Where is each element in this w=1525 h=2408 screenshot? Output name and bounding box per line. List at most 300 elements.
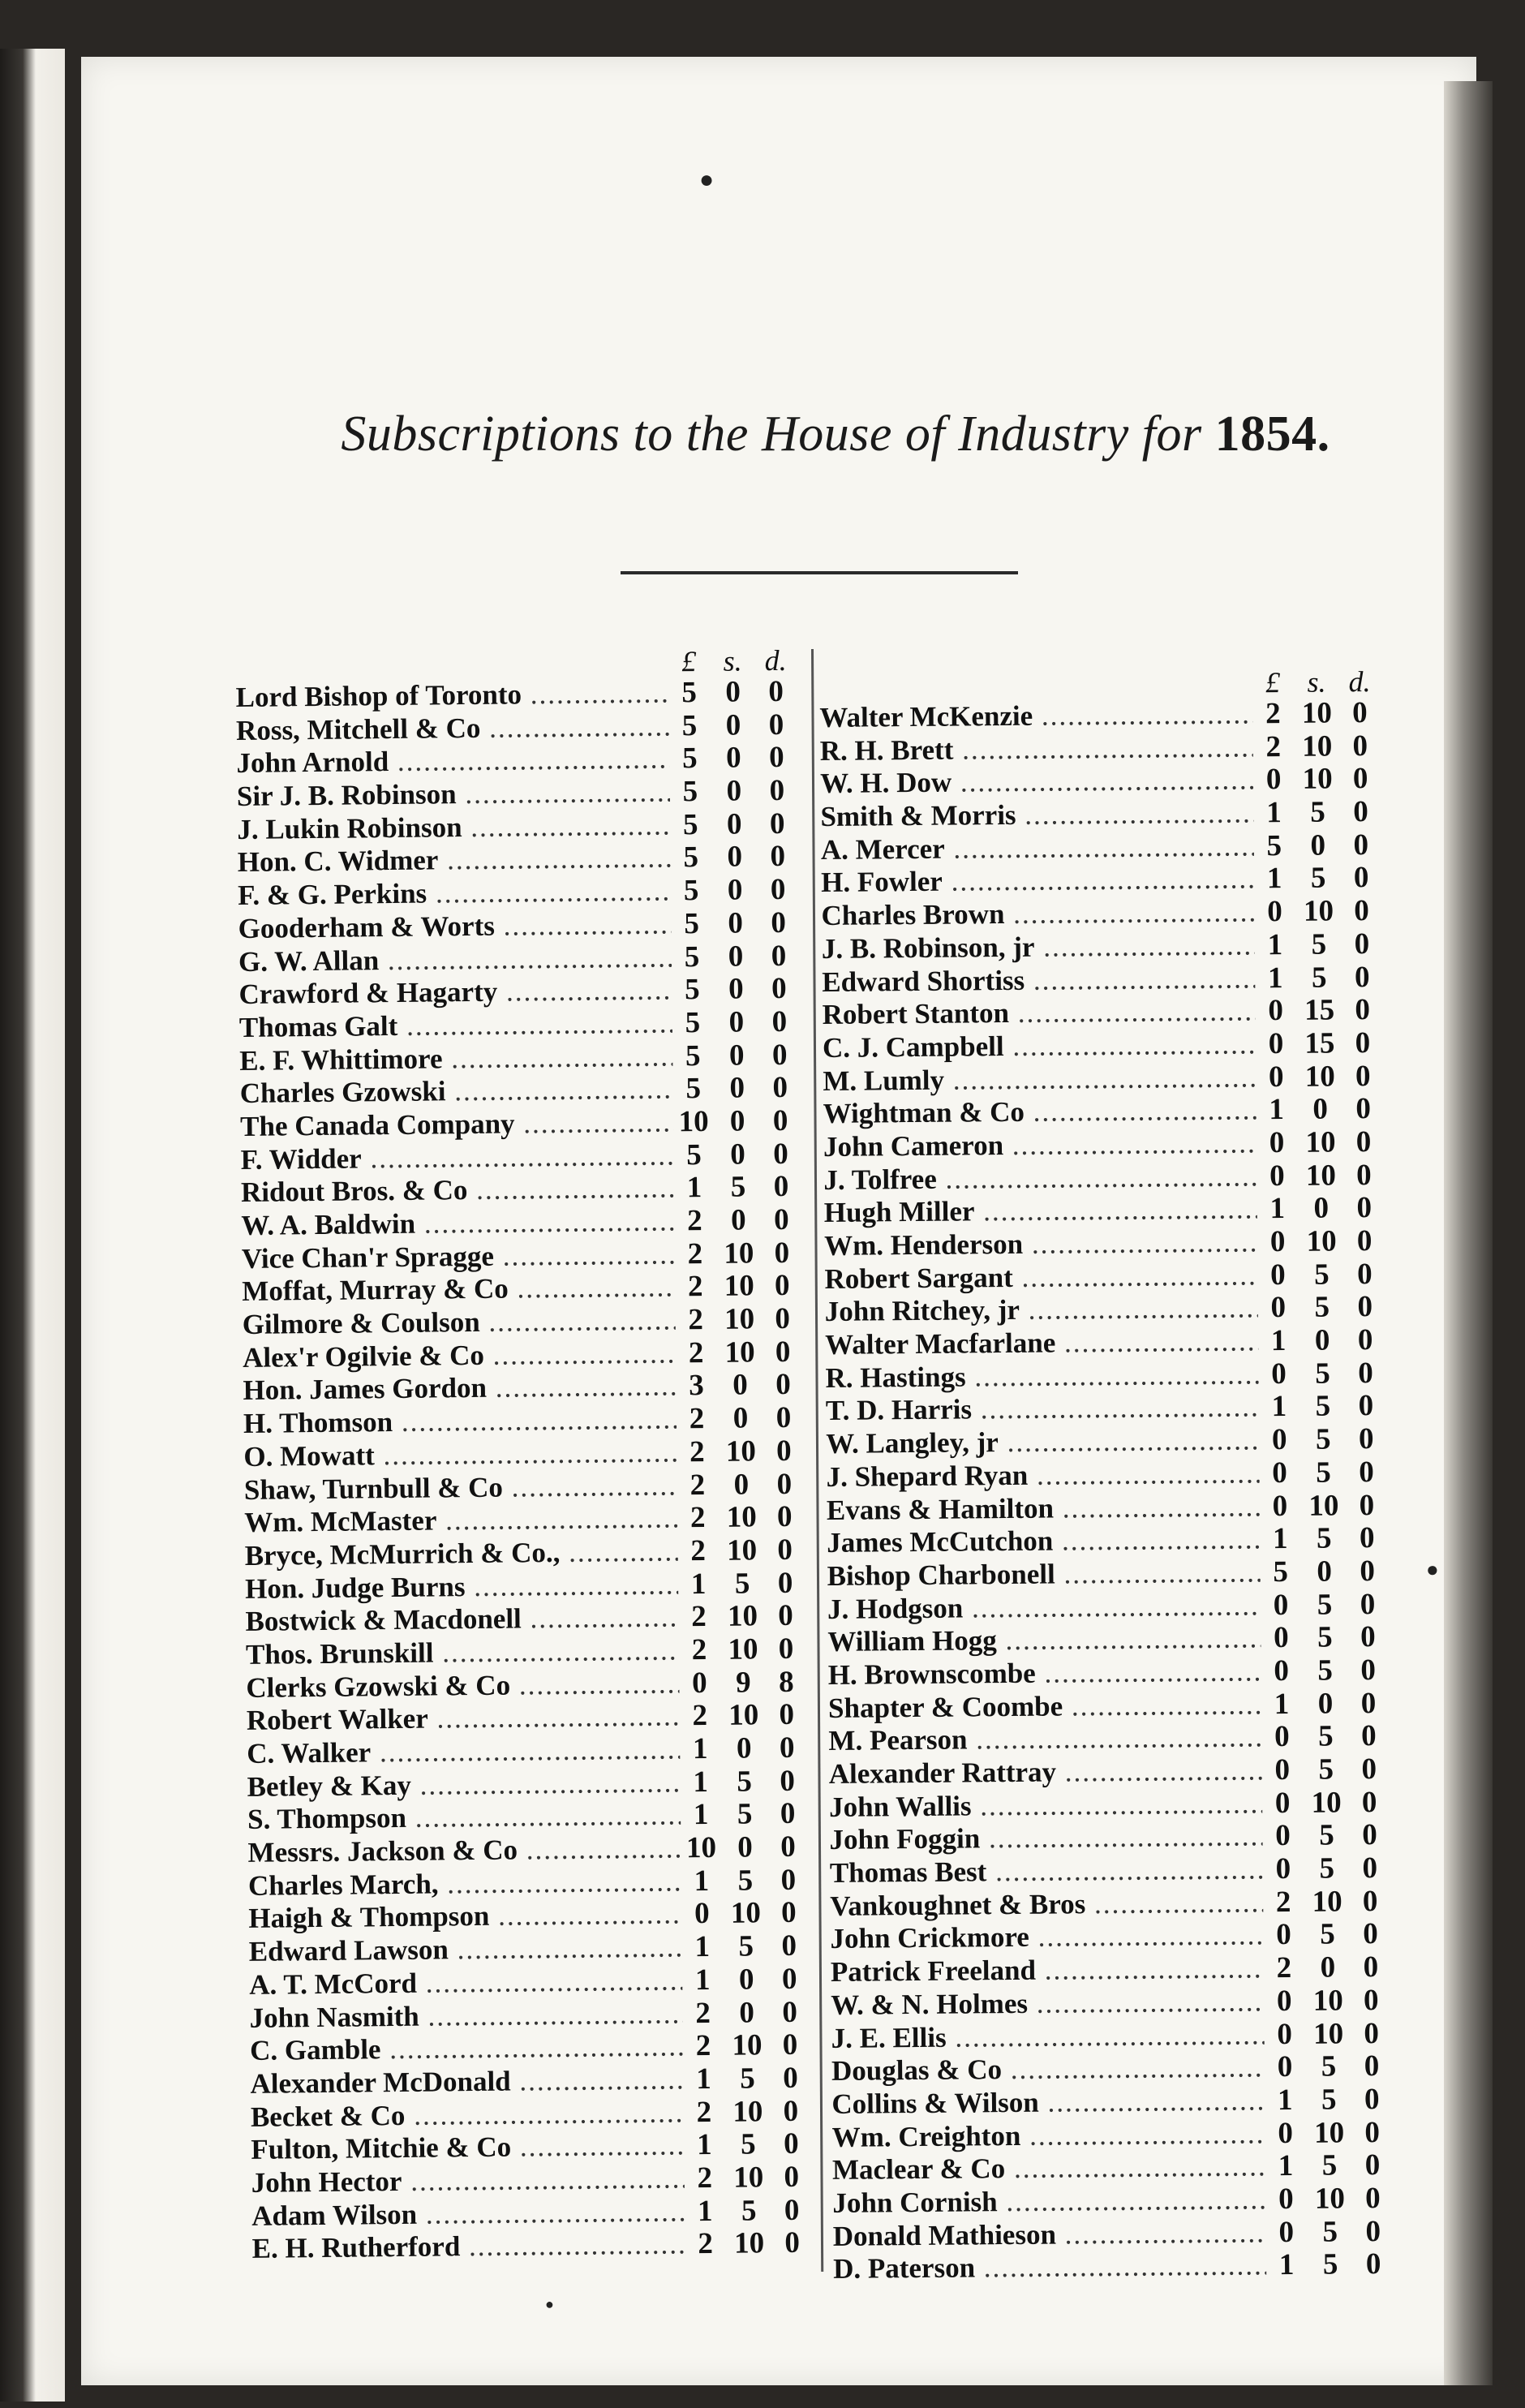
pence-amount: 0 bbox=[780, 1896, 797, 1930]
pence-amount: 0 bbox=[783, 2094, 799, 2128]
pounds-amount: 0 bbox=[1273, 1588, 1289, 1622]
pence-amount: 0 bbox=[1359, 1521, 1375, 1555]
right-column-header bbox=[819, 664, 1379, 700]
subscriber-name: John Foggin ..... bbox=[829, 1821, 1262, 1857]
pounds-amount: 0 bbox=[1265, 763, 1282, 797]
subscriber-name: John Ritchey, jr ..... bbox=[825, 1292, 1258, 1329]
pounds-amount: 5 bbox=[682, 775, 698, 809]
subscription-row bbox=[239, 1037, 799, 1076]
pounds-amount: 0 bbox=[1277, 2017, 1293, 2051]
pounds-amount: 0 bbox=[1276, 1984, 1292, 2018]
pence-amount: 0 bbox=[1357, 1290, 1373, 1324]
pence-amount: 0 bbox=[781, 1929, 797, 1963]
shillings-amount: 0 bbox=[728, 1005, 745, 1039]
shillings-amount: 10 bbox=[724, 1302, 755, 1336]
subscriber-name: Smith & Morris ..... bbox=[820, 797, 1253, 833]
pence-amount: 0 bbox=[1365, 2214, 1381, 2248]
subscription-row bbox=[819, 695, 1379, 733]
shillings-amount: 10 bbox=[733, 2161, 764, 2195]
shillings-amount: 5 bbox=[1318, 1752, 1334, 1787]
subscriber-name: J. Shepard Ryan ..... bbox=[826, 1457, 1259, 1494]
shillings-amount: 10 bbox=[732, 2028, 762, 2062]
shillings-amount: 0 bbox=[1320, 1950, 1336, 1984]
shillings-amount: 15 bbox=[1304, 993, 1335, 1027]
subscription-row bbox=[242, 1235, 801, 1274]
pence-amount: 0 bbox=[1364, 2049, 1380, 2083]
pounds-amount: 1 bbox=[1269, 1192, 1286, 1226]
subscription-row bbox=[820, 794, 1380, 832]
subscription-row bbox=[827, 1586, 1387, 1624]
shillings-amount: 5 bbox=[1310, 795, 1325, 829]
subscription-row bbox=[250, 2061, 810, 2100]
pence-amount: 0 bbox=[1360, 1653, 1377, 1688]
pounds-amount: 0 bbox=[1274, 1720, 1290, 1754]
subscriber-name: M. Lumly ..... bbox=[823, 1061, 1256, 1098]
subscription-row bbox=[248, 1862, 808, 1901]
pounds-amount: 1 bbox=[1272, 1522, 1288, 1556]
pence-amount: 0 bbox=[775, 1301, 791, 1336]
shillings-amount: 0 bbox=[728, 972, 744, 1006]
subscription-row bbox=[249, 1929, 809, 1967]
pence-amount: 0 bbox=[780, 1797, 796, 1831]
pence-amount: 0 bbox=[1351, 696, 1368, 730]
subscriber-name: The Canada Company ..... bbox=[240, 1106, 673, 1143]
pounds-amount: 1 bbox=[1274, 1687, 1290, 1721]
subscription-row bbox=[240, 1103, 800, 1142]
subscription-row bbox=[824, 1223, 1384, 1262]
shillings-amount: 0 bbox=[727, 840, 743, 875]
subscription-row bbox=[249, 1994, 809, 2033]
subscription-row bbox=[832, 2181, 1392, 2219]
shillings-amount: 0 bbox=[725, 708, 741, 742]
shillings-amount: 5 bbox=[1321, 2083, 1337, 2117]
pounds-amount: 5 bbox=[685, 1038, 701, 1073]
pounds-amount: 0 bbox=[1270, 1291, 1287, 1325]
subscription-row bbox=[244, 1533, 804, 1572]
shillings-amount: 5 bbox=[1314, 1258, 1330, 1292]
subscriber-name: Adam Wilson ..... bbox=[251, 2195, 685, 2233]
pounds-amount: 2 bbox=[687, 1270, 703, 1304]
shillings-amount: 0 bbox=[725, 741, 741, 776]
pounds-amount: 1 bbox=[1267, 961, 1283, 995]
pence-amount: 0 bbox=[780, 1863, 797, 1897]
subscription-row bbox=[822, 992, 1381, 1030]
subscription-row bbox=[820, 729, 1380, 767]
pence-amount: 0 bbox=[1364, 2115, 1381, 2149]
subscriber-name: Hon. James Gordon ..... bbox=[243, 1370, 676, 1408]
subscriber-name: Walter McKenzie ..... bbox=[819, 698, 1252, 734]
subscriber-name: Douglas & Co ..... bbox=[831, 2051, 1265, 2088]
title-rule bbox=[621, 571, 1018, 574]
subscriber-name: Robert Stanton ..... bbox=[822, 995, 1255, 1032]
pence-amount: 0 bbox=[1358, 1356, 1373, 1390]
pence-amount: 0 bbox=[1363, 1917, 1378, 1951]
pence-amount: 0 bbox=[773, 1137, 789, 1171]
shillings-amount: 5 bbox=[1319, 1818, 1334, 1853]
subscription-row bbox=[238, 905, 797, 944]
pence-amount: 0 bbox=[1360, 1587, 1376, 1621]
pounds-amount: 1 bbox=[1271, 1390, 1287, 1424]
subscription-row bbox=[247, 1796, 807, 1835]
pounds-amount: 0 bbox=[1275, 1852, 1291, 1886]
pence-amount: 0 bbox=[775, 1401, 792, 1435]
pence-amount: 0 bbox=[1358, 1422, 1374, 1456]
pounds-amount: 1 bbox=[1267, 927, 1283, 962]
pounds-amount: 5 bbox=[683, 841, 699, 875]
subscriber-name: M. Pearson ..... bbox=[828, 1722, 1261, 1758]
pence-amount: 0 bbox=[780, 1830, 796, 1864]
pence-amount: 0 bbox=[1353, 795, 1368, 829]
pounds-amount: 2 bbox=[689, 1501, 706, 1535]
pounds-amount: 2 bbox=[691, 1632, 707, 1667]
pounds-amount: 5 bbox=[681, 708, 698, 742]
subscription-row bbox=[821, 860, 1381, 898]
shillings-amount: 10 bbox=[1302, 729, 1333, 763]
subscription-row bbox=[829, 1785, 1389, 1823]
shillings-amount: 10 bbox=[725, 1434, 757, 1468]
subscription-row bbox=[825, 1289, 1385, 1327]
shillings-amount: 5 bbox=[1311, 927, 1327, 961]
subscriber-name: Gooderham & Worts ..... bbox=[238, 908, 671, 945]
subscription-row bbox=[830, 1916, 1390, 1954]
shillings-amount: 0 bbox=[1317, 1687, 1334, 1721]
pounds-amount: 0 bbox=[694, 1897, 710, 1931]
shillings-amount: 0 bbox=[733, 1467, 750, 1502]
pence-amount: 0 bbox=[778, 1599, 793, 1633]
subscription-row bbox=[821, 893, 1381, 931]
pence-amount: 0 bbox=[1355, 993, 1371, 1027]
shillings-amount: 5 bbox=[1311, 961, 1327, 995]
shillings-amount: 0 bbox=[728, 1038, 745, 1073]
pounds-amount: 0 bbox=[1271, 1423, 1287, 1457]
shillings-amount: 5 bbox=[734, 1566, 750, 1601]
shillings-amount: 5 bbox=[1317, 1719, 1334, 1753]
pence-amount: 0 bbox=[768, 674, 784, 709]
shillings-amount: 5 bbox=[1315, 1422, 1331, 1456]
pounds-amount: 10 bbox=[685, 1830, 717, 1865]
pence-amount: 0 bbox=[1360, 1620, 1376, 1654]
pounds-amount: 1 bbox=[694, 1930, 711, 1964]
subscriber-name: John Arnold ..... bbox=[236, 743, 669, 780]
pence-amount: 0 bbox=[1364, 2148, 1381, 2182]
subscriber-name: John Crickmore ..... bbox=[830, 1920, 1263, 1956]
subscription-row bbox=[251, 2093, 810, 2132]
subscription-row bbox=[824, 1257, 1384, 1295]
shillings-amount: 0 bbox=[727, 873, 743, 907]
shillings-amount: 5 bbox=[740, 2127, 756, 2161]
subscriber-name: Wightman & Co ..... bbox=[823, 1094, 1257, 1131]
shillings-amount: 5 bbox=[1322, 2215, 1338, 2249]
subscription-row bbox=[240, 1136, 800, 1175]
subscriber-name: J. Hodgson ..... bbox=[827, 1589, 1261, 1626]
pence-amount: 0 bbox=[783, 2061, 798, 2095]
shillings-amount: 10 bbox=[726, 1500, 757, 1534]
pence-amount: 0 bbox=[1356, 1224, 1372, 1258]
pounds-amount: 2 bbox=[688, 1335, 704, 1370]
pence-amount: 0 bbox=[784, 2193, 800, 2227]
previous-page-edge bbox=[0, 49, 65, 2402]
subscription-row bbox=[246, 1664, 805, 1703]
pounds-amount: 0 bbox=[1274, 1786, 1291, 1820]
shillings-amount: 10 bbox=[732, 2094, 763, 2129]
subscription-row bbox=[832, 2148, 1392, 2186]
pounds-amount: 1 bbox=[1266, 862, 1282, 896]
pence-amount: 0 bbox=[1365, 2247, 1381, 2281]
subscription-row bbox=[827, 1520, 1386, 1559]
shillings-amount: 5 bbox=[737, 1765, 753, 1799]
subscription-row bbox=[237, 773, 797, 812]
subscriber-name: Vice Chan'r Spragge ..... bbox=[242, 1238, 675, 1275]
pence-amount: 0 bbox=[1364, 2016, 1380, 2050]
subscription-row bbox=[832, 2114, 1392, 2152]
subscriber-name: Sir J. B. Robinson ..... bbox=[237, 776, 670, 813]
pounds-amount: 2 bbox=[688, 1303, 704, 1337]
subscription-row bbox=[238, 971, 798, 1010]
shillings-amount: 10 bbox=[1312, 2016, 1344, 2051]
subscription-row bbox=[248, 1895, 808, 1934]
subscription-row bbox=[830, 1851, 1390, 1889]
pence-amount: 0 bbox=[775, 1335, 791, 1369]
subscriber-name: J. Tolfree ..... bbox=[823, 1160, 1257, 1197]
subscriber-name: Hon. C. Widmer ..... bbox=[238, 842, 671, 879]
pounds-amount: 5 bbox=[681, 742, 698, 776]
subscription-row bbox=[826, 1388, 1385, 1426]
subscriber-name: Patrick Freeland ..... bbox=[831, 1952, 1264, 1989]
pounds-amount: 1 bbox=[690, 1567, 707, 1601]
pounds-amount: 2 bbox=[1275, 1885, 1291, 1919]
pounds-amount: 3 bbox=[689, 1369, 705, 1403]
pounds-amount: 5 bbox=[682, 807, 698, 841]
shillings-amount: 0 bbox=[732, 1368, 749, 1403]
subscriber-name: F. & G. Perkins ..... bbox=[238, 875, 671, 913]
pence-amount: 0 bbox=[1352, 729, 1368, 763]
subscription-row bbox=[250, 2027, 810, 2066]
pounds-amount: 2 bbox=[689, 1434, 705, 1468]
pounds-amount: 2 bbox=[687, 1236, 703, 1271]
pence-amount: 0 bbox=[782, 1995, 798, 2029]
subscription-row bbox=[823, 1026, 1382, 1064]
pence-amount: 0 bbox=[783, 2127, 799, 2161]
pounds-amount: 5 bbox=[684, 906, 700, 941]
subscription-row bbox=[828, 1653, 1388, 1691]
pounds-amount: 1 bbox=[686, 1171, 702, 1205]
shillings-amount: 15 bbox=[1304, 1026, 1335, 1060]
shillings-amount: 0 bbox=[730, 1137, 746, 1172]
subscription-row bbox=[826, 1421, 1385, 1460]
pounds-amount: 0 bbox=[1269, 1125, 1285, 1160]
subscriber-name: Ridout Bros. & Co ..... bbox=[241, 1172, 674, 1210]
shillings-amount: 10 bbox=[1304, 1060, 1335, 1094]
shillings-amount: 10 bbox=[1311, 1786, 1342, 1820]
subscription-row bbox=[236, 740, 796, 779]
pounds-amount: 2 bbox=[1265, 697, 1281, 731]
subscription-row bbox=[241, 1169, 801, 1208]
subscription-row bbox=[833, 2247, 1393, 2285]
shillings-header: s. bbox=[723, 644, 742, 677]
pence-amount: 0 bbox=[1361, 1785, 1377, 1819]
subscription-row bbox=[826, 1455, 1385, 1493]
subscriber-name: John Cameron ..... bbox=[823, 1127, 1257, 1163]
shillings-amount: 0 bbox=[728, 906, 744, 940]
pounds-amount: 2 bbox=[692, 1699, 708, 1733]
ink-spot-ornament: ● bbox=[1426, 1558, 1439, 1581]
subscriber-name: C. Walker ..... bbox=[247, 1733, 680, 1770]
subscription-row bbox=[244, 1466, 804, 1505]
pence-header: d. bbox=[1348, 665, 1371, 699]
pence-amount: 0 bbox=[1364, 2082, 1380, 2117]
subscription-row bbox=[833, 2214, 1393, 2252]
pounds-amount: 1 bbox=[693, 1798, 709, 1832]
subscriber-name: R. Hastings ..... bbox=[825, 1358, 1258, 1395]
shillings-amount: 10 bbox=[726, 1533, 758, 1567]
subscription-row bbox=[823, 1124, 1383, 1163]
subscriber-name: Clerks Gzowski & Co ..... bbox=[246, 1667, 679, 1705]
subscription-row bbox=[247, 1697, 806, 1736]
shillings-amount: 10 bbox=[728, 1698, 759, 1733]
subscription-row bbox=[245, 1598, 805, 1637]
subscriber-name: Messrs. Jackson & Co ..... bbox=[247, 1832, 681, 1869]
subscriber-name: Bishop Charbonell ..... bbox=[827, 1556, 1260, 1593]
pounds-amount: 1 bbox=[694, 1864, 710, 1898]
pence-amount: 0 bbox=[782, 2028, 798, 2062]
subscription-row bbox=[251, 2126, 810, 2165]
pence-amount: 0 bbox=[773, 1202, 789, 1237]
subscriber-name: Thos. Brunskill ..... bbox=[246, 1634, 679, 1671]
subscriber-name: H. Brownscombe ..... bbox=[828, 1655, 1261, 1692]
page-fore-edge bbox=[1444, 81, 1493, 2385]
subscriber-name: Ross, Mitchell & Co ..... bbox=[236, 710, 669, 747]
shillings-amount: 10 bbox=[728, 1632, 758, 1666]
subscription-row bbox=[821, 828, 1381, 866]
ink-spot-ornament: ● bbox=[545, 2296, 554, 2312]
subscription-row bbox=[820, 761, 1380, 799]
pence-amount: 0 bbox=[1362, 1818, 1377, 1852]
pounds-amount: 0 bbox=[1270, 1258, 1286, 1292]
shillings-amount: 0 bbox=[726, 774, 742, 808]
subscriber-name: Walter Macfarlane ..... bbox=[825, 1325, 1258, 1361]
pounds-amount: 1 bbox=[1270, 1324, 1287, 1358]
subscriber-name: Charles Gzowski ..... bbox=[240, 1073, 673, 1111]
pence-amount: 0 bbox=[775, 1434, 792, 1468]
subscription-row bbox=[236, 707, 796, 746]
subscription-row bbox=[824, 1190, 1384, 1228]
pounds-amount: 2 bbox=[698, 2227, 714, 2261]
subscription-row bbox=[247, 1763, 806, 1802]
subscriber-name: J. B. Robinson, jr ..... bbox=[822, 929, 1255, 965]
shillings-amount: 5 bbox=[738, 1929, 754, 1963]
pounds-amount: 0 bbox=[1268, 1060, 1284, 1094]
shillings-amount: 10 bbox=[1305, 1125, 1336, 1159]
pence-amount: 0 bbox=[775, 1368, 791, 1402]
shillings-amount: 5 bbox=[1317, 1620, 1333, 1654]
shillings-amount: 5 bbox=[1321, 2049, 1337, 2083]
subscriber-name: Alexander Rattray ..... bbox=[829, 1754, 1262, 1791]
subscriber-name: Evans & Hamilton ..... bbox=[827, 1490, 1260, 1527]
pence-amount: 0 bbox=[771, 972, 787, 1006]
subscriber-name: John Cornish ..... bbox=[832, 2183, 1265, 2220]
pounds-amount: 1 bbox=[696, 2128, 712, 2162]
pounds-header: £ bbox=[1265, 666, 1281, 699]
pounds-amount: 0 bbox=[1275, 1819, 1291, 1853]
pence-amount: 0 bbox=[1352, 762, 1368, 796]
subscriber-name: H. Thomson ..... bbox=[243, 1403, 677, 1440]
shillings-amount: 5 bbox=[1321, 2148, 1338, 2182]
pounds-header: £ bbox=[681, 645, 697, 678]
subscription-row bbox=[825, 1356, 1385, 1394]
pence-amount: 0 bbox=[771, 939, 787, 973]
shillings-amount: 5 bbox=[730, 1170, 746, 1204]
subscription-row bbox=[242, 1268, 801, 1307]
pence-amount: 0 bbox=[778, 1632, 794, 1666]
subscriber-name: Crawford & Hagarty ..... bbox=[238, 974, 672, 1012]
subscription-row bbox=[831, 2015, 1390, 2053]
subscription-row bbox=[238, 839, 797, 878]
shillings-amount: 5 bbox=[741, 2194, 757, 2228]
subscription-row bbox=[238, 872, 797, 911]
pence-amount: 0 bbox=[1355, 1125, 1372, 1159]
shillings-amount: 10 bbox=[1301, 696, 1333, 730]
subscriber-name: John Hector ..... bbox=[251, 2162, 685, 2199]
shillings-amount: 10 bbox=[1303, 894, 1334, 928]
subscriber-name: Fulton, Mitchie & Co ..... bbox=[251, 2130, 684, 2167]
pence-amount: 0 bbox=[1363, 1950, 1379, 1984]
shillings-amount: 5 bbox=[1315, 1389, 1331, 1424]
shillings-amount: 9 bbox=[735, 1666, 751, 1700]
ink-spot-ornament: ● bbox=[699, 166, 715, 193]
pence-amount: 0 bbox=[784, 2160, 800, 2194]
pence-amount: 0 bbox=[1356, 1191, 1372, 1225]
subscription-row bbox=[242, 1301, 801, 1340]
pounds-amount: 5 bbox=[681, 676, 698, 710]
subscription-row bbox=[831, 1950, 1390, 1988]
subscriber-name: Hon. Judge Burns ..... bbox=[245, 1568, 678, 1606]
pounds-amount: 2 bbox=[689, 1468, 706, 1502]
subscription-row bbox=[251, 2160, 811, 2199]
subscriber-name: E. F. Whittimore ..... bbox=[239, 1040, 672, 1077]
subscriber-name: W. & N. Holmes ..... bbox=[831, 1985, 1264, 2022]
subscriber-name: John Nasmith ..... bbox=[249, 1997, 682, 2035]
pounds-amount: 0 bbox=[1269, 1159, 1285, 1193]
pounds-amount: 2 bbox=[691, 1600, 707, 1634]
pounds-amount: 1 bbox=[1266, 796, 1282, 830]
subscription-row bbox=[249, 1961, 809, 2000]
pounds-amount: 2 bbox=[695, 1996, 711, 2030]
pounds-amount: 0 bbox=[1278, 2182, 1294, 2217]
subscription-row bbox=[251, 2225, 811, 2264]
pence-amount: 0 bbox=[1355, 1158, 1372, 1192]
subscription-row bbox=[823, 1091, 1383, 1129]
shillings-amount: 0 bbox=[730, 1203, 746, 1237]
shillings-amount: 0 bbox=[1317, 1554, 1333, 1589]
pounds-amount: 0 bbox=[1272, 1489, 1288, 1523]
shillings-amount: 0 bbox=[1314, 1323, 1330, 1357]
pence-amount: 0 bbox=[771, 1004, 788, 1038]
subscriber-name: S. Thompson ..... bbox=[247, 1800, 681, 1837]
shillings-amount: 5 bbox=[1310, 861, 1326, 896]
pence-amount: 0 bbox=[776, 1500, 793, 1534]
shillings-amount: 10 bbox=[1305, 1159, 1337, 1193]
shillings-amount: 0 bbox=[1312, 1092, 1329, 1126]
subscription-row bbox=[829, 1752, 1389, 1790]
pence-amount: 0 bbox=[1354, 960, 1370, 994]
pence-amount: 0 bbox=[777, 1533, 793, 1567]
pence-amount: 0 bbox=[769, 806, 785, 841]
pence-amount: 0 bbox=[1363, 1983, 1379, 2018]
subscriber-name: Donald Mathieson ..... bbox=[833, 2217, 1266, 2253]
subscriber-name: John Wallis ..... bbox=[829, 1787, 1262, 1824]
pounds-amount: 0 bbox=[1274, 1653, 1290, 1688]
subscriber-name: Charles Brown ..... bbox=[821, 896, 1254, 932]
